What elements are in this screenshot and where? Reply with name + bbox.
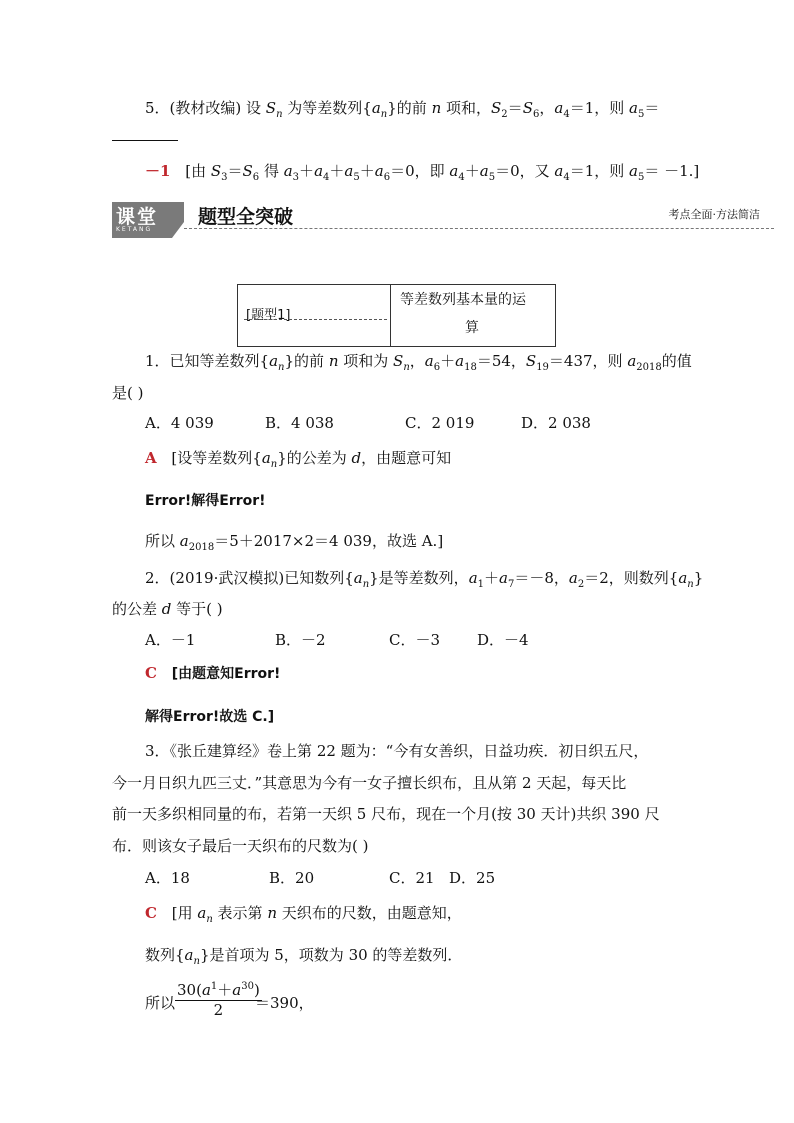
q1-option-b: B．4 038	[265, 414, 334, 432]
q2-option-d: D．－4	[477, 631, 529, 649]
q2-line2: 的公差 d 等于( )	[112, 600, 223, 618]
type-label-underline	[244, 319, 387, 320]
q1-line1: 1．已知等差数列$\{a_n\}$的前 n 项和为 $S_n$，$a_6+a_{18}=54$，$S_{19}=437$，则 $a_{2018}$的值	[145, 352, 692, 373]
q2-solution-line1: C [由题意知Error!	[145, 664, 281, 682]
q3-line1: 3．《张丘建算经》卷上第 22 题为：“今有女善织，日益功疾．初日织五尺，	[145, 742, 649, 760]
section-tagline: 考点全面·方法简洁	[668, 208, 760, 221]
q2-solution-line2: 解得Error!故选 C.]	[145, 709, 275, 725]
q3-option-a: A．18	[145, 869, 190, 887]
q1-option-c: C．2 019	[405, 414, 475, 432]
q5-line1: 5．(教材改编) 设 $S_n$ 为等差数列$\{a_n\}$的前 n 项和，$S_2=S_6$，$a_4=1$，则 $a_5=$	[145, 99, 660, 120]
q2-option-b: B．－2	[275, 631, 326, 649]
q3-answer: C	[145, 904, 157, 922]
q3-line4: 布．则该女子最后一天织布的尺数为( )	[112, 837, 369, 855]
q1-answer: A	[145, 449, 157, 467]
q1-solution-line3: 所以 $a_{2018}=5+2017\times 2=4$ 039，故选 A.]	[145, 532, 444, 553]
q3-fraction	[175, 979, 262, 1019]
q2-answer: C	[145, 664, 157, 682]
type-heading-box	[237, 284, 556, 347]
q2-option-a: A．－1	[145, 631, 196, 649]
q3-line3: 前一天多织相同量的布，若第一天织 5 尺布，现在一个月(按 30 天计)共织 390 尺	[112, 805, 660, 823]
q1-solution-line1: A [设等差数列$\{a_n\}$的公差为 d，由题意可知	[145, 449, 452, 470]
q5-solution: －1 [由 $S_3=S_6$ 得 $a_3+a_4+a_5+a_6=0$，即 $a_4+a_5=0$，又 $a_4=1$，则 $a_5= -1$.]	[145, 162, 700, 183]
q3-solution-line1: C [用 $a_n$ 表示第 n 天织布的尺数，由题意知，	[145, 904, 462, 925]
fraction-numerator: $30(a^1+a^{30})$	[177, 981, 260, 999]
ketang-logo: 课堂 KETANG	[112, 202, 184, 238]
q3-option-c: C．21	[389, 869, 435, 887]
q1-solution-line2: Error!解得Error!	[145, 493, 266, 509]
q3-option-b: B．20	[269, 869, 315, 887]
type-box-divider	[390, 285, 391, 346]
type-label: [题型1]	[246, 308, 291, 323]
type-title-line1: 等差数列基本量的运	[400, 292, 526, 308]
q1-option-d: D．2 038	[521, 414, 591, 432]
section-title: 题型全突破	[198, 206, 294, 228]
q5-answer-blank	[112, 140, 178, 141]
q1-option-a: A．4 039	[145, 414, 214, 432]
q3-option-d: D．25	[449, 869, 496, 887]
banner-dashed-line	[184, 228, 774, 229]
q1-line2: 是( )	[112, 384, 144, 402]
q2-option-c: C．－3	[389, 631, 441, 649]
q3-solution-line2: 数列$\{a_n\}$是首项为 5，项数为 30 的等差数列．	[145, 946, 463, 967]
q3-solution-suffix: ＝390，	[255, 994, 314, 1012]
q3-solution-prefix: 所以	[145, 994, 176, 1012]
fraction-denominator: 2	[213, 1001, 224, 1019]
type-title-line2: 算	[465, 320, 479, 336]
q5-answer: －1	[145, 162, 171, 180]
q2-line1: 2．(2019·武汉模拟)已知数列$\{a_n\}$是等差数列，$a_1+a_7=-8$，$a_2=2$，则数列$\{a_n\}$	[145, 569, 704, 590]
q3-line2: 今一月日织九匹三丈．”其意思为今有一女子擅长织布，且从第 2 天起，每天比	[112, 774, 627, 792]
section-banner	[112, 200, 774, 238]
logo-corner-triangle	[172, 222, 184, 238]
